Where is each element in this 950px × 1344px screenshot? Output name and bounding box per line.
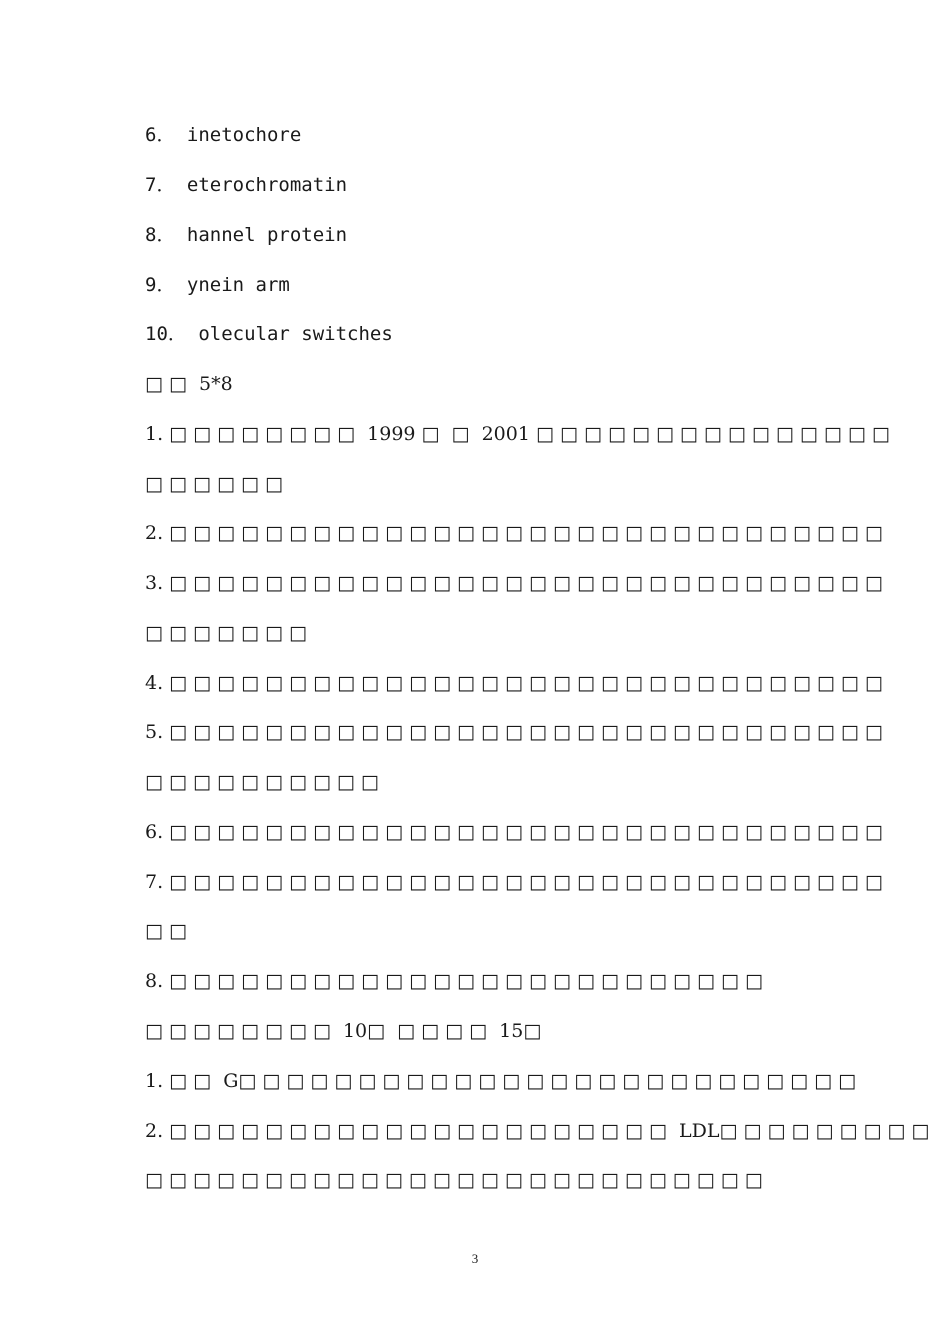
section-heading-short-answer: □ □ 5*8	[145, 373, 233, 395]
question-line: 8. □ □ □ □ □ □ □ □ □ □ □ □ □ □ □ □ □ □ □ □ □ □ □ □ □	[145, 970, 763, 992]
question-line: 7. □ □ □ □ □ □ □ □ □ □ □ □ □ □ □ □ □ □ □ □ □ □ □ □ □ □ □ □ □ □	[145, 871, 883, 893]
term-line: 10． olecular switches	[145, 323, 393, 345]
term-line: 9． ynein arm	[145, 274, 290, 296]
question-line: □ □	[145, 920, 187, 942]
question-line: 3. □ □ □ □ □ □ □ □ □ □ □ □ □ □ □ □ □ □ □ □ □ □ □ □ □ □ □ □ □ □	[145, 572, 883, 594]
essay-question-line: 1. □ □ G□ □ □ □ □ □ □ □ □ □ □ □ □ □ □ □ □ □ □ □ □ □ □ □ □ □	[145, 1070, 857, 1092]
question-line: □ □ □ □ □ □ □	[145, 622, 307, 644]
section-heading-essay: □ □ □ □ □ □ □ □ 10□ □ □ □ □ 15□	[145, 1020, 542, 1042]
question-line: 2. □ □ □ □ □ □ □ □ □ □ □ □ □ □ □ □ □ □ □ □ □ □ □ □ □ □ □ □ □ □	[145, 522, 883, 544]
question-line: □ □ □ □ □ □ □ □ □ □	[145, 771, 379, 793]
essay-question-line: □ □ □ □ □ □ □ □ □ □ □ □ □ □ □ □ □ □ □ □ □ □ □ □ □ □	[145, 1169, 763, 1191]
essay-question-line: 2. □ □ □ □ □ □ □ □ □ □ □ □ □ □ □ □ □ □ □ □ □ LDL□ □ □ □ □ □ □ □ □	[145, 1120, 930, 1142]
question-line: 6. □ □ □ □ □ □ □ □ □ □ □ □ □ □ □ □ □ □ □ □ □ □ □ □ □ □ □ □ □ □	[145, 821, 883, 843]
question-line: 4. □ □ □ □ □ □ □ □ □ □ □ □ □ □ □ □ □ □ □ □ □ □ □ □ □ □ □ □ □ □	[145, 672, 883, 694]
question-line: 5. □ □ □ □ □ □ □ □ □ □ □ □ □ □ □ □ □ □ □ □ □ □ □ □ □ □ □ □ □ □	[145, 721, 883, 743]
term-line: 8． hannel protein	[145, 224, 348, 246]
question-line: □ □ □ □ □ □	[145, 473, 283, 495]
term-line: 6． inetochore	[145, 124, 302, 146]
term-line: 7． eterochromatin	[145, 174, 348, 196]
page-number: 3	[471, 1251, 479, 1266]
question-line: 1. □ □ □ □ □ □ □ □ 1999 □ □ 2001 □ □ □ □ □ □ □ □ □ □ □ □ □ □ □	[145, 423, 890, 445]
